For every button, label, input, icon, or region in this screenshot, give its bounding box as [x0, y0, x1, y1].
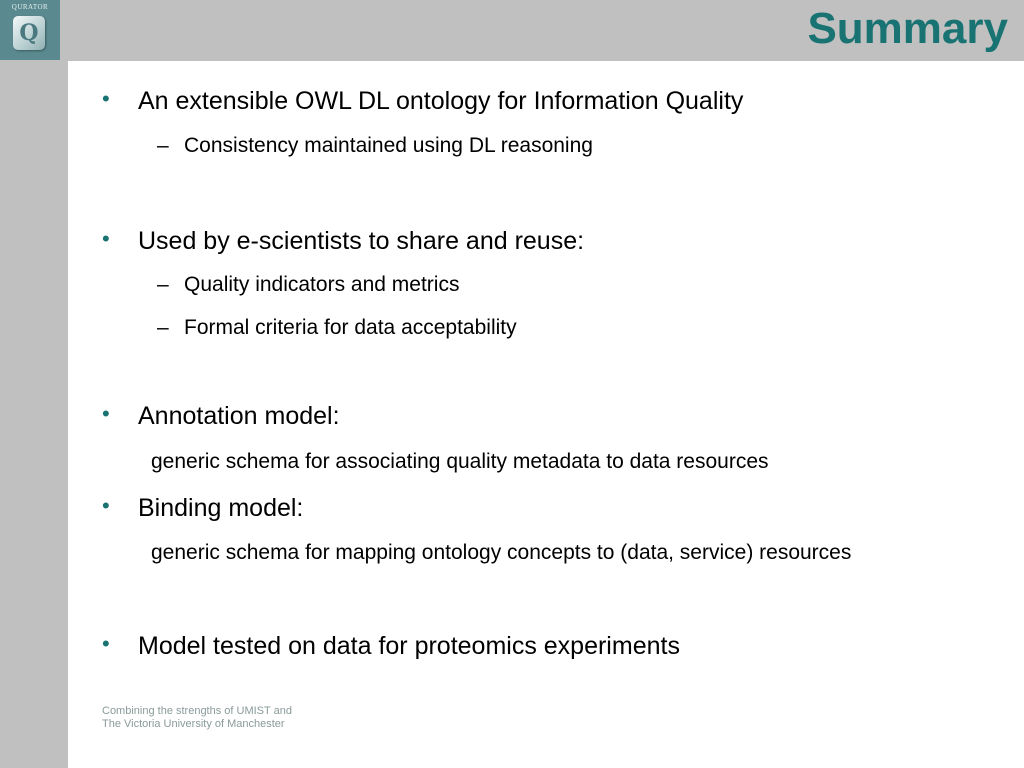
bullet-item: Annotation model:: [138, 402, 340, 430]
sub-bullet-item: Formal criteria for data acceptability: [184, 316, 517, 339]
footer-text: [102, 705, 292, 731]
bullet-item: Binding model:: [138, 494, 304, 522]
dash-icon: –: [157, 134, 169, 157]
q-logo-icon: Q: [13, 16, 45, 50]
left-sidebar: [0, 61, 68, 768]
bullet-icon: •: [102, 401, 110, 426]
footer-line: Combining the strengths of UMIST and: [102, 705, 292, 717]
bullet-icon: •: [102, 631, 110, 656]
footer-line: The Victoria University of Manchester: [102, 718, 285, 730]
sub-bullet-item: Quality indicators and metrics: [184, 273, 460, 296]
bullet-icon: •: [102, 493, 110, 518]
dash-icon: –: [157, 273, 169, 296]
slide-title: Summary: [807, 4, 1008, 53]
bullet-item: Used by e-scientists to share and reuse:: [138, 227, 585, 255]
header-bar: [0, 0, 1024, 61]
logo-text: QURATOR: [11, 3, 49, 11]
bullet-item: An extensible OWL DL ontology for Information Quality: [138, 87, 744, 115]
bullet-description: generic schema for associating quality metadata to data resources: [151, 450, 769, 473]
dash-icon: –: [157, 316, 169, 339]
sub-bullet-item: Consistency maintained using DL reasoning: [184, 134, 593, 157]
bullet-icon: •: [102, 86, 110, 111]
bullet-icon: •: [102, 226, 110, 251]
bullet-description: generic schema for mapping ontology concepts to (data, service) resources: [151, 541, 852, 564]
bullet-item: Model tested on data for proteomics experiments: [138, 632, 680, 660]
qurator-logo: [0, 0, 60, 60]
